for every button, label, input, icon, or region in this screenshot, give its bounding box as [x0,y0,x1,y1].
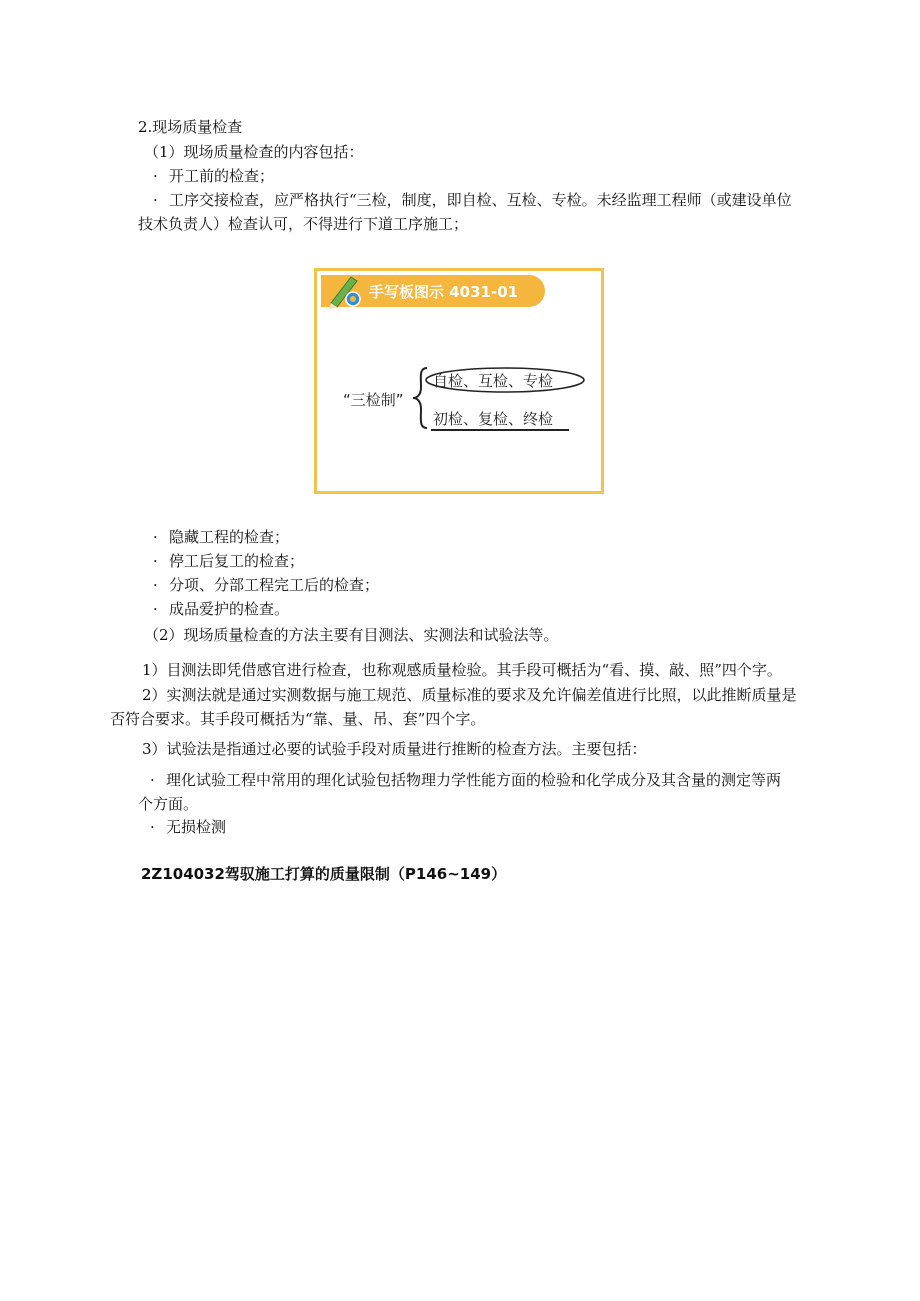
pencil-logo-icon [325,273,365,309]
next-section-heading: 2Z104032驾驭施工打算的质量限制（P146~149） [141,865,507,883]
board-title-tag [321,275,545,307]
bullet-mark: · [153,167,158,185]
list-item [153,599,289,619]
list-item [153,166,274,186]
list-item-text: 工序交接检查，应严格执行“三检，制度，即自检、互检、专检。未经监理工程师（或建设单位 [169,191,792,209]
section-title: 2.现场质量检查 [138,118,243,136]
diagram-row1-label: 自检、互检、专检 [433,372,554,390]
item1-text: （1）现场质量检查的内容包括： [144,143,364,161]
handwriting-board-figure [314,268,604,494]
bullet-mark: · [150,771,155,789]
bullet-mark: · [153,600,158,618]
method1-text: 1）目测法即凭借感官进行检查，也称观感质量检验。其手段可概括为“看、摸、敲、照”四个字。 [142,661,782,679]
list-item-text: 成品爱护的检查。 [169,600,290,618]
diagram-root-label: “三检制” [343,391,404,409]
list-item-text: 无损检测 [166,818,227,836]
list-item-text: 隐藏工程的检查； [169,528,290,546]
bullet-mark: · [153,576,158,594]
item2-text: （2）现场质量检查的方法主要有目测法、实测法和试验法等。 [144,626,559,644]
bullet-mark: · [153,528,158,546]
list-item [153,190,792,210]
method2-continuation: 否符合要求。其手段可概括为“靠、量、吊、套”四个字。 [110,710,486,728]
list-item-text: 开工前的检查； [169,167,275,185]
list-item-text: 理化试验工程中常用的理化试验包括物理力学性能方面的检验和化学成分及其含量的测定等两 [166,771,782,789]
diagram-row2-label: 初检、复检、终检 [433,410,554,428]
list-item-text: 停工后复工的检查； [169,552,305,570]
list-item [153,551,304,571]
list-item [153,575,379,595]
bullet-mark: · [150,818,155,836]
underline-divider [431,429,569,431]
method3-text: 3）试验法是指通过必要的试验手段对质量进行推断的检查方法。主要包括： [142,740,647,758]
bullet-mark: · [153,552,158,570]
list-item [150,817,226,837]
method2-text: 2）实测法就是通过实测数据与施工规范、质量标准的要求及允许偏差值进行比照，以此推断质量是 [142,686,797,704]
list-item-continuation: 技术负责人）检查认可，不得进行下道工序施工； [138,215,469,233]
bullet-mark: · [153,191,158,209]
list-item-continuation: 个方面。 [138,795,199,813]
list-item [150,770,781,790]
list-item-text: 分项、分部工程完工后的检查； [169,576,380,594]
list-item [153,527,289,547]
board-title: 手写板图示 4031-01 [369,283,519,301]
